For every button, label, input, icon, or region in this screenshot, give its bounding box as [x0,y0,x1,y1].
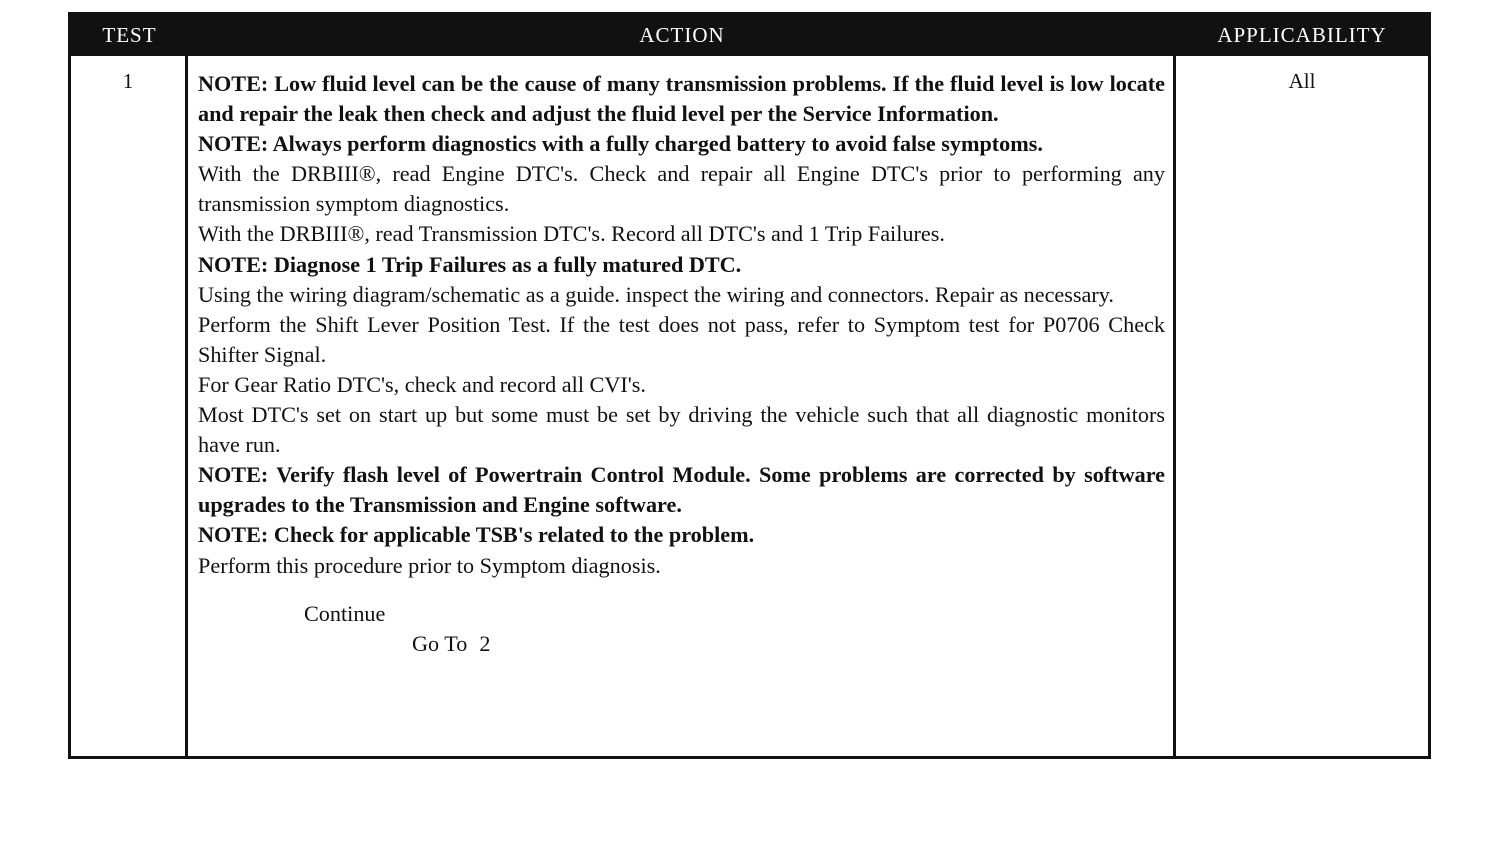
note-battery: NOTE: Always perform diagnostics with a fully charged battery to avoid false symptoms. [198,131,1043,157]
continue-label: Continue [304,600,386,626]
diagnostic-table [68,12,1431,759]
header-test: TEST [102,23,157,47]
note-flash-level: NOTE: Verify flash level of Powertrain Control Module. Some problems are corrected by software upgrades to the Transmission and Engine software. [198,462,1165,518]
step-shift-lever: Perform the Shift Lever Position Test. If the test does not pass, refer to Symptom test for P0706 Check Shifter Signal. [198,311,1165,367]
step-transmission-dtc: With the DRBIII®, read Transmission DTC's. Record all DTC's and 1 Trip Failures. [198,221,945,247]
goto-link[interactable] [198,629,1165,659]
step-start-up: Most DTC's set on start up but some must be set by driving the vehicle such that all diagnostic monitors have run. [198,402,1165,458]
note-tsb: NOTE: Check for applicable TSB's related to the problem. [198,522,755,548]
header-action: ACTION [639,23,725,47]
goto-target[interactable]: 2 [479,630,491,656]
step-engine-dtc: With the DRBIII®, read Engine DTC's. Check and repair all Engine DTC's prior to performing any transmission symptom diagnostics. [198,161,1165,217]
table-row [71,56,1428,756]
applicability-value: All [1288,69,1316,93]
note-trip-failures: NOTE: Diagnose 1 Trip Failures as a fully matured DTC. [198,251,742,277]
step-procedure: Perform this procedure prior to Symptom diagnosis. [198,552,661,578]
goto-label: Go To [412,630,468,656]
step-wiring: Using the wiring diagram/schematic as a guide. inspect the wiring and connectors. Repair as necessary. [198,281,1114,307]
step-gear-ratio: For Gear Ratio DTC's, check and record all CVI's. [198,371,646,397]
test-number: 1 [71,56,188,756]
action-cell [188,56,1176,756]
table-header [71,15,1428,56]
note-low-fluid: NOTE: Low fluid level can be the cause of many transmission problems. If the fluid level is low locate and repair the leak then check and adjust the fluid level per the Service Information. [198,71,1165,127]
header-applicability: APPLICABILITY [1217,23,1387,47]
